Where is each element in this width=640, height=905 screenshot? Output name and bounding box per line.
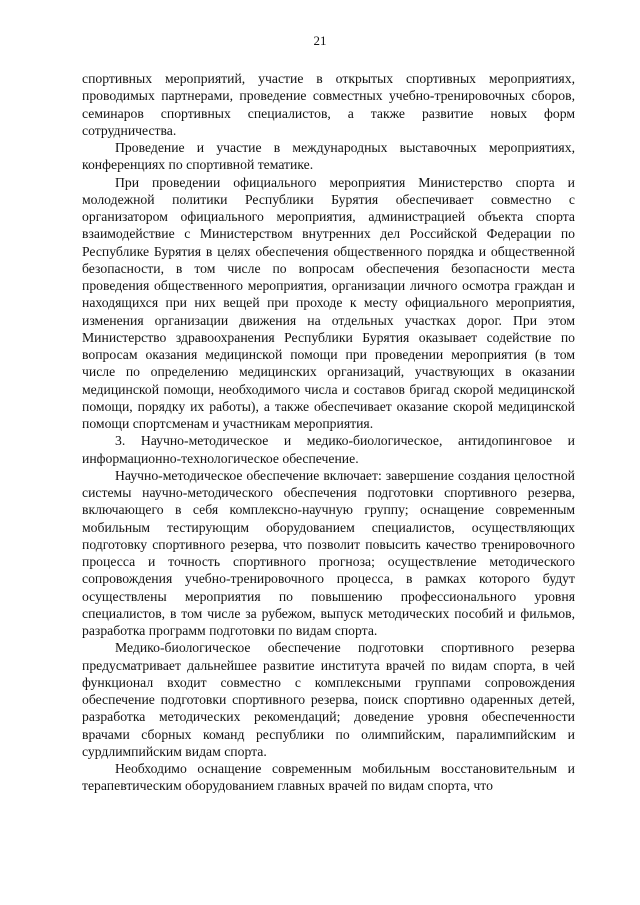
paragraph-continuation: спортивных мероприятий, участие в открытых спортивных мероприятиях, проводимых партнерами, проведение совместных учебно-тренировочных сборов, семинаров спортивных специалистов, а также развитие новых форм сотрудничества. xyxy=(82,71,575,138)
page-number: 21 xyxy=(313,33,327,48)
paragraph-equipment: Необходимо оснащение современным мобильным восстановительным и терапевтическим оборудованием главных врачей по видам спорта, что xyxy=(82,761,575,794)
paragraph-exhibitions: Проведение и участие в международных выставочных мероприятиях, конференциях по спортивной тематике. xyxy=(82,140,575,173)
body-text xyxy=(82,70,575,795)
paragraph-official-event-security: При проведении официального мероприятия Министерство спорта и молодежной политики Республики Бурятия обеспечивает совместно с организатором официального мероприятия, администрацией объекта спорта взаимодействие с Министерством внутренних дел Российской Федерации по Республике Бурятия в целях обеспечения общественного порядка и общественной безопасности, в том числе по вопросам обеспечения безопасности места проведения общественного мероприятия, организации личного осмотра граждан и находящихся при них вещей при проходе к месту официального мероприятия, изменения организации движения на отдельных участках дорог. При этом Министерство здравоохранения Республики Бурятия оказывает содействие по вопросам оказания медицинской помощи при проведении мероприятия (в том числе по определению медицинских организаций, участвующих в оказании медицинской помощи, необходимого числа и составов бригад скорой медицинской помощи, порядку их работы), а также обеспечивает оказание скорой медицинской помощи спортсменам и участникам мероприятия. xyxy=(82,174,575,431)
paragraph-medical-biological: Медико-биологическое обеспечение подготовки спортивного резерва предусматривает дальнейшее развитие института врачей по видам спорта, в чей функционал входит совместно с комплексными группами сопровождения обеспечение подготовки спортивного резерва, поиск спортивно одаренных детей, разработка методических рекомендаций; доведение уровня обеспеченности врачами сборных команд республики по олимпийским, паралимпийским и сурдлимпийским видам спорта. xyxy=(82,640,575,759)
paragraph-scientific-methodical: Научно-методическое обеспечение включает: завершение создания целостной системы научно-методического обеспечения подготовки спортивного резерва, включающего в себя комплексно-научную группу; оснащение современным мобильным тестирующим оборудованием специалистов, осуществляющих подготовку спортивного резерва, что позволит повысить качество тренировочного процесса и точность спортивного прогноза; осуществление методического сопровождения учебно-тренировочного процесса, в рамках которого будут осуществлены мероприятия по повышению профессионального уровня специалистов, в том числе за рубежом, выпуск методических пособий и фильмов, разработка программ подготовки по видам спорта. xyxy=(82,467,575,638)
section-heading-3: 3. Научно-методическое и медико-биологическое, антидопинговое и информационно-технологическое обеспечение. xyxy=(82,433,575,466)
